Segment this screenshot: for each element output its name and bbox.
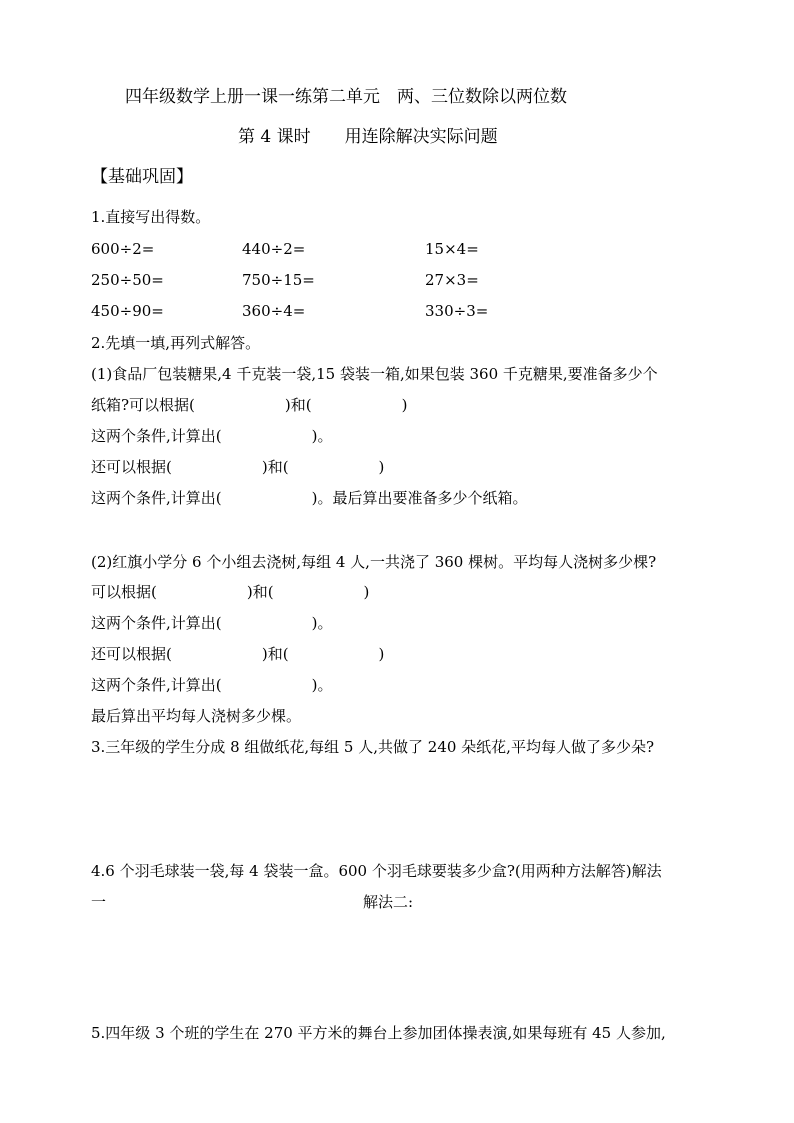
question-3: 3.三年级的学生分成 8 组做纸花,每组 5 人,共做了 240 朵纸花,平均每人做了多少朵? [91,738,654,756]
calc-item: 450÷90= [91,302,164,320]
question-4-method-2: 解法二: [363,893,414,911]
q2-part1-line: 纸箱?可以根据( )和( ) [91,396,408,414]
calc-item: 330÷3= [425,302,489,320]
question-1-heading: 1.直接写出得数。 [91,208,211,226]
lesson-subtitle: 第 4 课时 用连除解决实际问题 [238,127,498,147]
question-4-line: 4.6 个羽毛球装一袋,每 4 袋装一盒。600 个羽毛球要装多少盒?(用两种方法解答)解法 [91,862,662,880]
q2-part1-line: (1)食品厂包装糖果,4 千克装一袋,15 袋装一箱,如果包装 360 千克糖果,要准备多少个 [91,365,658,383]
section-heading: 【基础巩固】 [91,167,193,187]
calc-item: 27×3= [425,271,479,289]
q2-part2-line: 这两个条件,计算出( )。 [91,676,333,694]
q2-part2-line: 这两个条件,计算出( )。 [91,614,333,632]
question-2-heading: 2.先填一填,再列式解答。 [91,334,261,352]
q2-part2-line: 最后算出平均每人浇树多少棵。 [91,707,302,725]
q2-part2-line: 可以根据( )和( ) [91,583,370,601]
calc-item: 600÷2= [91,240,155,258]
q2-part1-line: 这两个条件,计算出( )。 [91,427,333,445]
calc-item: 750÷15= [242,271,315,289]
calc-item: 15×4= [425,240,479,258]
q2-part1-line: 这两个条件,计算出( )。最后算出要准备多少个纸箱。 [91,489,528,507]
calc-item: 250÷50= [91,271,164,289]
question-4-method-1: 一 [91,893,107,911]
calc-item: 440÷2= [242,240,306,258]
calc-item: 360÷4= [242,302,306,320]
q2-part2-line: (2)红旗小学分 6 个小组去浇树,每组 4 人,一共浇了 360 棵树。平均每人浇树多少棵? [91,553,657,571]
q2-part2-line: 还可以根据( )和( ) [91,645,385,663]
question-5: 5.四年级 3 个班的学生在 270 平方米的舞台上参加团体操表演,如果每班有 45 人参加, [91,1024,666,1042]
q2-part1-line: 还可以根据( )和( ) [91,458,385,476]
worksheet-title: 四年级数学上册一课一练第二单元 两、三位数除以两位数 [125,87,567,107]
